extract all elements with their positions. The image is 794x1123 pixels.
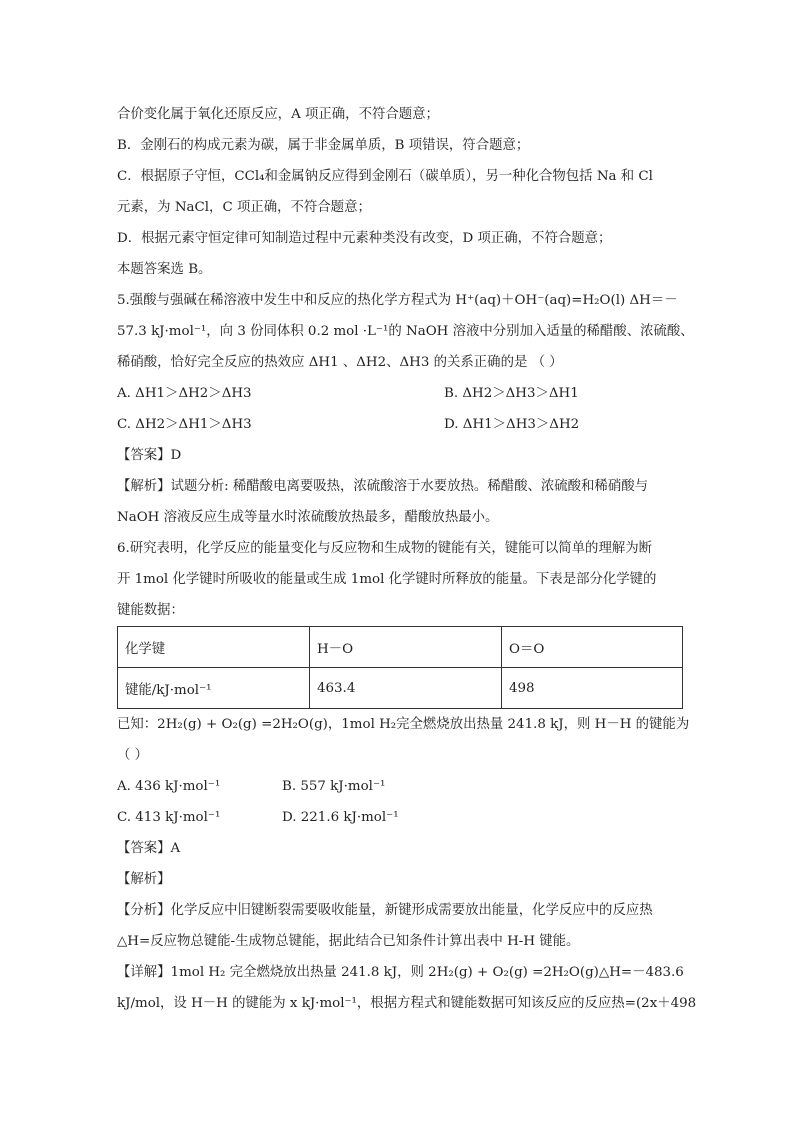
document-body	[117, 99, 697, 1019]
question-5-stem: 稀硝酸，恰好完全反应的热效应 ΔH1 、ΔH2、ΔH3 的关系正确的是 （ ）	[117, 355, 563, 370]
q5-option-c: C. ΔH2＞ΔH1＞ΔH3	[117, 417, 252, 432]
table-cell: 化学键	[118, 627, 310, 668]
table-row	[118, 668, 683, 709]
q5-options-row	[117, 409, 683, 440]
q5-analysis: 【解析】试题分析: 稀醋酸电离要吸热，浓硫酸溶于水要放热。稀醋酸、浓硫酸和稀硝酸与	[117, 479, 648, 494]
q5-analysis: NaOH 溶液反应生成等量水时浓硫酸放热最多，醋酸放热最小。	[117, 510, 499, 525]
question-6-stem: 6.研究表明，化学反应的能量变化与反应物和生成物的键能有关，键能可以简单的理解为断	[117, 541, 653, 556]
question-6-stem: 键能数据：	[117, 603, 184, 618]
q6-fenxi: △H=反应物总键能-生成物总键能，据此结合已知条件计算出表中 H-H 键能。	[117, 934, 580, 949]
q5-option-a: A. ΔH1＞ΔH2＞ΔH3	[117, 386, 252, 401]
table-cell: O＝O	[502, 627, 683, 668]
q5-option-d: D. ΔH1＞ΔH3＞ΔH2	[444, 417, 580, 432]
q6-options-row	[117, 802, 683, 833]
text-line: B．金刚石的构成元素为碳，属于非金属单质，B 项错误，符合题意；	[117, 138, 530, 153]
q6-answer: 【答案】A	[117, 841, 181, 856]
q6-option-a: A. 436 kJ·mol⁻¹	[117, 779, 221, 794]
table-cell: H－O	[310, 627, 502, 668]
q6-given: 已知：2H₂(g) + O₂(g) =2H₂O(g)，1mol H₂完全燃烧放出热量 241.8 kJ，则 H－H 的键能为	[117, 717, 690, 732]
q6-option-c: C. 413 kJ·mol⁻¹	[117, 810, 221, 825]
table-cell: 463.4	[310, 668, 502, 709]
table-row	[118, 627, 683, 668]
question-6-stem: 开 1mol 化学键时所吸收的能量或生成 1mol 化学键时所释放的能量。下表是部分化学键的	[117, 572, 657, 587]
text-line: D．根据元素守恒定律可知制造过程中元素种类没有改变，D 项正确，不符合题意；	[117, 231, 612, 246]
q6-xiangjie: kJ/mol，设 H－H 的键能为 x kJ·mol⁻¹，根据方程式和键能数据可知该反应的反应热=(2x＋498	[117, 996, 697, 1011]
text-line: 元素，为 NaCl，C 项正确，不符合题意；	[117, 200, 371, 215]
q5-answer: 【答案】D	[117, 448, 182, 463]
q6-xiangjie: 【详解】1mol H₂ 完全燃烧放出热量 241.8 kJ，则 2H₂(g) + O₂(g) =2H₂O(g)△H=－483.6	[117, 965, 684, 980]
table-cell: 498	[502, 668, 683, 709]
text-line: C．根据原子守恒，CCl₄和金属钠反应得到金刚石（碳单质），另一种化合物包括 Na 和 Cl	[117, 169, 653, 184]
q5-option-b: B. ΔH2＞ΔH3＞ΔH1	[444, 386, 579, 401]
question-5-stem: 5.强酸与强碱在稀溶液中发生中和反应的热化学方程式为 H⁺(aq)＋OH⁻(aq)=H₂O(l) ΔH＝－	[117, 293, 678, 308]
q6-options-row	[117, 771, 683, 802]
text-line: 合价变化属于氧化还原反应，A 项正确，不符合题意；	[117, 107, 439, 122]
q5-options-row	[117, 378, 683, 409]
q6-jiexi: 【解析】	[117, 872, 171, 887]
table-cell: 键能/kJ·mol⁻¹	[118, 668, 310, 709]
text-line: 本题答案选 B。	[117, 262, 212, 277]
q6-given: （ ）	[117, 748, 149, 763]
question-5-stem: 57.3 kJ·mol⁻¹，向 3 份同体积 0.2 mol ·L⁻¹的 NaOH 溶液中分别加入适量的稀醋酸、浓硫酸、	[117, 324, 694, 339]
bond-energy-table	[117, 626, 683, 709]
q6-fenxi: 【分析】化学反应中旧键断裂需要吸收能量，新键形成需要放出能量，化学反应中的反应热	[117, 903, 653, 918]
q6-option-b: B. 557 kJ·mol⁻¹	[282, 779, 386, 794]
q6-option-d: D. 221.6 kJ·mol⁻¹	[282, 810, 399, 825]
